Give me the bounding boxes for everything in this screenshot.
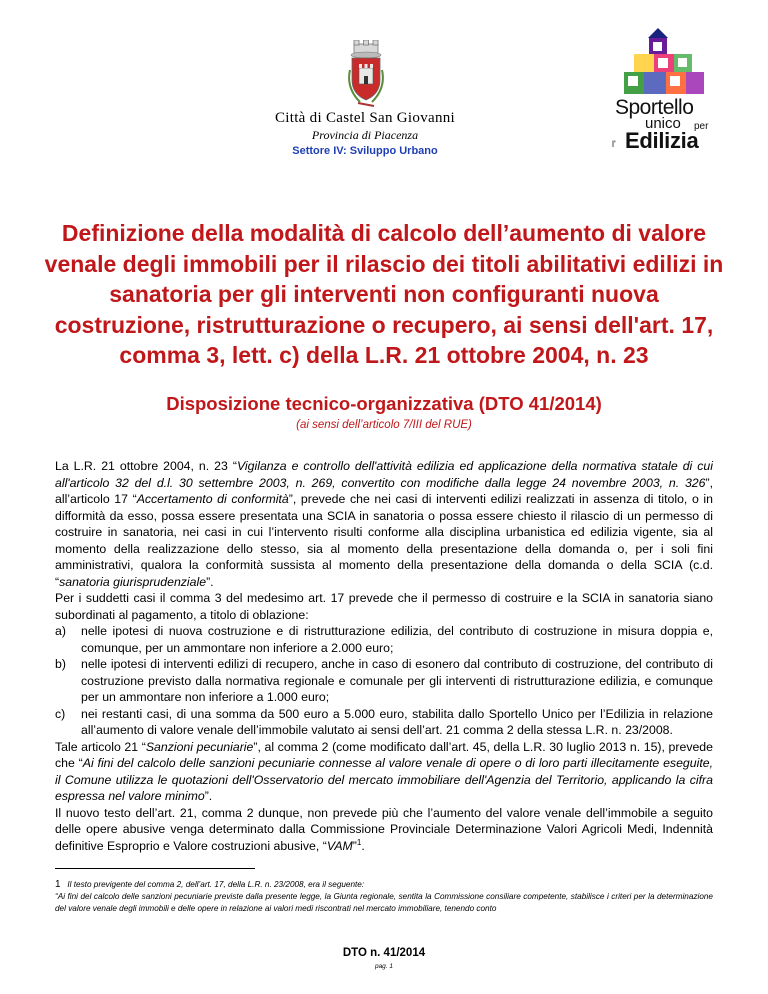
paragraph-intro [55, 458, 713, 590]
quoted-text: Ai fini del calcolo delle sanzioni pecuniarie connesse al valore venale di opere o di loro parti illecitamente eseguite, il Comune utilizza le quotazioni dell'Osservatorio del mercato immobiliare dell'Agenzia del Territorio, applicando la cifra espressa nel valore minimo [55, 756, 713, 803]
text-run: ”, all’articolo 17 “ [55, 475, 713, 506]
oblation-list [55, 623, 713, 739]
city-name: Città di Castel San Giovanni [274, 110, 456, 126]
logo-text-edilizia: Edilizia [625, 128, 699, 153]
text-run: ”. [206, 574, 214, 589]
page-number: pag. 1 [374, 963, 394, 970]
list-marker: a) [55, 624, 66, 638]
term-italic: sanatoria giurisprudenziale [59, 574, 207, 589]
footnote-line-1 [55, 879, 713, 891]
footnote-number: 1 [55, 879, 61, 890]
list-item [55, 623, 713, 656]
document-title: Definizione della modalità di calcolo dell’aumento di valore venale degli immobili per il rilascio dei titoli abilitativi edilizi in sanatoria per gli interventi non configuranti nuova costruzione, ristrutturazione o recupero, ai sensi dell'art. 17, comma 3, lett. c) della L.R. 21 ottobre 2004, n. 23 [44, 220, 724, 368]
list-item [55, 656, 713, 706]
logo-text-l: l' [612, 139, 616, 149]
article-title: Sanzioni pecuniarie [145, 739, 254, 754]
law-title: Vigilanza e controllo dell'attività edilizia ed applicazione della normativa statale di cui all'articolo 32 del d.l. 30 settembre 2003, n. 269, convertito con modifiche dalla legge 24 novembre 2003, n. 326 [55, 459, 713, 490]
paragraph-art21 [55, 739, 713, 805]
text-run: ”. [204, 789, 213, 803]
list-item-text: nelle ipotesi di interventi edilizi di recupero, anche in caso di esonero dal contributo di costruzione, del contributo di costruzione previsto dalla normativa regionale e comunale per gli interventi di ristrutturazione edilizia, e comunque per un ammontare non inferiore a 1.000 euro; [81, 657, 713, 704]
province-name: Provincia di Piacenza [311, 128, 419, 142]
text-run: La L.R. 21 ottobre 2004, n. 23 “ [55, 459, 237, 473]
sector-name: Settore IV: Sviluppo Urbano [292, 145, 438, 157]
document-subtitle: Disposizione tecnico-organizzativa (DTO 41/2014) [166, 393, 602, 414]
text-run: Tale articolo 21 “ [55, 739, 146, 754]
text-run: ”, al comma 2 (come modificato dall’art. 45, della L.R. 30 luglio 2013 n. 15), prevede che “ [55, 739, 713, 770]
footnote-line-2: “Ai fini del calcolo delle sanzioni pecuniarie previste dalla presente legge, la Giunta regionale, sentita la Commissione consiliare competente, stabilisce i criteri per la determinazione del valore venale degli immobili e delle opere in relazione ai valori medi riscontrati nel mercato immobiliare, tenendo conto [55, 892, 713, 913]
text-run: ” [352, 838, 357, 853]
text-run: Il nuovo testo dell’art. 21, comma 2 dunque, non prevede più che l’aumento del valore venale dell’immobile a seguito delle opere abusive venga determinato dalla Commissione Provinciale Determinazione Valori Agricoli Medi, Indennità definitive Esproprio e Valore costruzioni abusive, “ [55, 805, 713, 853]
logo-text-unico: unico [645, 115, 681, 132]
article-title: Accertamento di conformità [136, 492, 289, 506]
logo-text-per: per [694, 121, 709, 132]
text-run: . [361, 838, 365, 853]
footnote-reference[interactable]: 1 [356, 837, 362, 847]
paragraph-new-text [55, 805, 713, 855]
text-run: ”, prevede che nei casi di interventi edilizi realizzati in assenza di titolo, o in difformità da esso, possa essere presentata una SCIA in sanatoria o possa essere chiesto il rilascio di un permesso di costruire in sanatoria, nei casi in cui l’intervento risulti conforme alla disciplina urbanistica ed edilizia vigente, sia al momento della realizzazione dello stesso, sia al momento della presentazione della domanda o, per i soli fini amministrativi, qualora la conformità sussista al momento della presentazione della domanda o della SCIA (c.d. “ [55, 492, 713, 589]
footnote-separator [55, 868, 255, 869]
coat-of-arms-icon [348, 40, 384, 110]
list-item-text: nei restanti casi, di una somma da 500 euro a 5.000 euro, stabilita dallo Sportello Unico per l’Edilizia in relazione all’aumento di valore venale dell’immobile valutato ai sensi dell’art. 21 comma 2 della stessa L.R. n. 23/2008. [81, 706, 713, 737]
logo-text-sportello: Sportello [615, 96, 694, 119]
acronym-italic: VAM [326, 838, 353, 853]
footnote [55, 879, 713, 915]
list-item-text: nelle ipotesi di nuova costruzione e di ristrutturazione edilizia, del contributo di costruzione in misura doppia e, comunque, per un ammontare non inferiore a 2.000 euro; [81, 624, 713, 655]
paragraph-comma3: Per i suddetti casi il comma 3 del medesimo art. 17 prevede che il permesso di costruire e la SCIA in sanatoria siano subordinati al pagamento, a titolo di oblazione: [55, 591, 713, 622]
body-text [55, 458, 713, 854]
document-subtitle-note: (ai sensi dell’articolo 7/III del RUE) [296, 419, 472, 431]
footer-doc-id: DTO n. 41/2014 [342, 947, 426, 959]
footnote-text: Il testo previgente del comma 2, dell’art. 17, della L.R. n. 23/2008, era il seguente: [67, 880, 365, 889]
list-marker: b) [55, 657, 66, 671]
list-item [55, 706, 713, 739]
list-marker: c) [55, 706, 66, 721]
